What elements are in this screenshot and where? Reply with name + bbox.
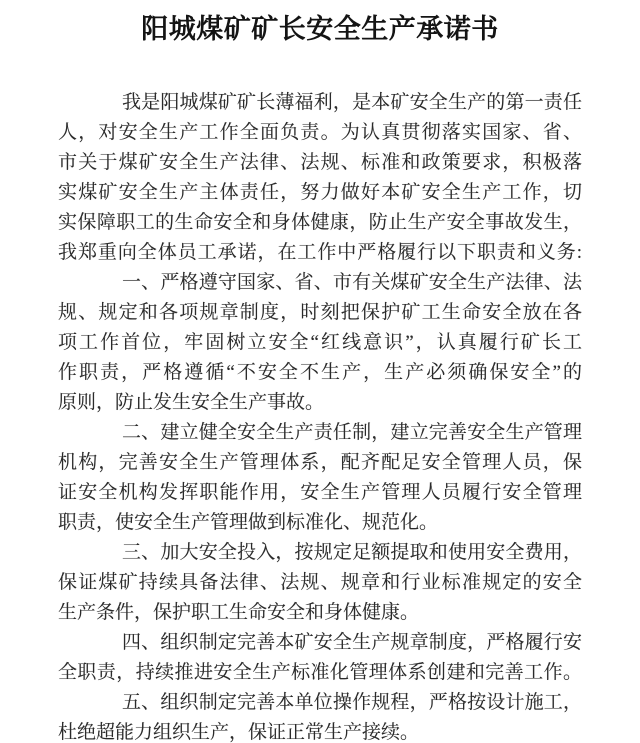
paragraph: [58, 628, 582, 688]
text-line: 人，对安全生产工作全面负责。为认真贯彻落实国家、省、: [58, 122, 582, 143]
paragraph: [58, 418, 582, 538]
text-line: 机构，完善安全生产管理体系，配齐配足安全管理人员，保: [58, 452, 582, 473]
paragraph: [58, 268, 582, 418]
text-line: 保证煤矿持续具备法律、法规、规章和行业标准规定的安全: [58, 572, 582, 593]
text-line: 实煤矿安全生产主体责任，努力做好本矿安全生产工作，切: [58, 182, 582, 203]
paragraph: [58, 688, 582, 743]
paragraph: [58, 88, 582, 268]
text-line: 我是阳城煤矿矿长薄福利，是本矿安全生产的第一责任: [122, 92, 582, 113]
text-line: 五、组织制定完善本单位操作规程，严格按设计施工，: [122, 692, 582, 713]
document-title: 阳城煤矿矿长安全生产承诺书: [141, 14, 499, 44]
text-line: 证安全机构发挥职能作用，安全生产管理人员履行安全管理: [58, 482, 582, 503]
text-line: 职责，使安全生产管理做到标准化、规范化。: [58, 512, 439, 533]
text-line: 实保障职工的生命安全和身体健康，防止生产安全事故发生，: [58, 212, 582, 233]
text-line: 原则，防止发生安全生产事故。: [58, 392, 325, 413]
text-line: 作职责，严格遵循“不安全不生产，生产必须确保安全”的: [58, 362, 582, 383]
text-line: 市关于煤矿安全生产法律、法规、标准和政策要求，积极落: [58, 152, 582, 173]
text-line: 全职责，持续推进安全生产标准化管理体系创建和完善工作。: [58, 662, 582, 683]
text-line: 四、组织制定完善本矿安全生产规章制度，严格履行安: [122, 632, 582, 653]
text-line: 项工作首位，牢固树立安全“红线意识”，认真履行矿长工: [58, 332, 582, 353]
text-line: 规、规定和各项规章制度，时刻把保护矿工生命安全放在各: [58, 302, 582, 323]
text-line: 杜绝超能力组织生产，保证正常生产接续。: [58, 722, 420, 743]
text-line: 生产条件，保护职工生命安全和身体健康。: [58, 602, 420, 623]
text-line: 二、建立健全安全生产责任制，建立完善安全生产管理: [122, 422, 582, 443]
text-line: 三、加大安全投入，按规定足额提取和使用安全费用，: [122, 542, 582, 563]
document-body: [0, 88, 640, 743]
text-line: 一、严格遵守国家、省、市有关煤矿安全生产法律、法: [122, 272, 582, 293]
paragraph: [58, 538, 582, 628]
text-line: 我郑重向全体员工承诺，在工作中严格履行以下职责和义务:: [58, 242, 582, 263]
